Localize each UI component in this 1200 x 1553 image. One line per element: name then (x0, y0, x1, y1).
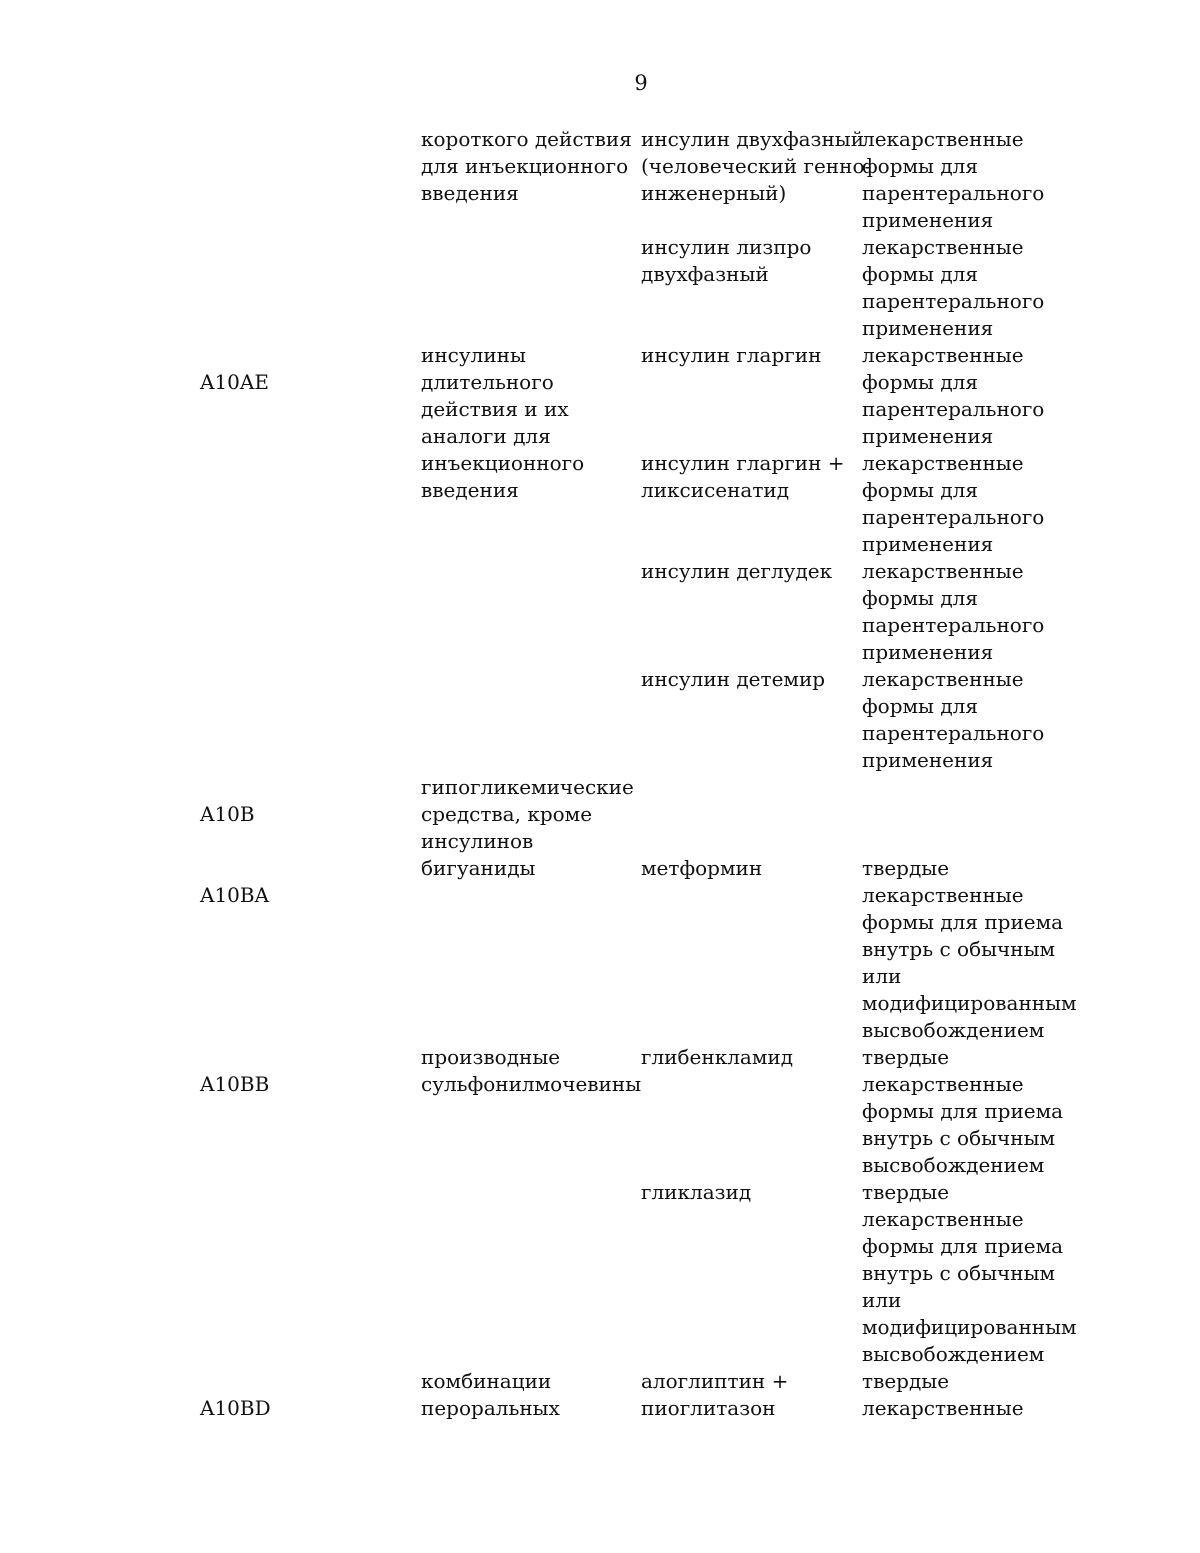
dosage-form: лекарственные формы для парентерального применения (862, 343, 1045, 448)
dosage-form: лекарственные формы для парентерального применения (862, 667, 1045, 772)
dosage-form: твердые лекарственные (862, 1369, 1024, 1420)
dosage-form: твердые лекарственные формы для приема внутрь с обычным или модифицированным высвобождением (862, 856, 1077, 1042)
drug-name: метформин (641, 856, 763, 880)
dosage-form: лекарственные формы для парентерального применения (862, 235, 1045, 340)
drug-name: инсулин гларгин (641, 343, 822, 367)
drug-name: инсулин деглудек (641, 559, 833, 583)
atc-code: A10AE (200, 370, 269, 394)
drug-name: инсулин лизпро двухфазный (641, 235, 812, 286)
drug-name: инсулин двухфазный (человеческий генно- инженерный) (641, 127, 872, 205)
anatomical-therapeutic-group: гипогликемические средства, кроме инсулинов (421, 775, 634, 853)
drug-name: алоглиптин + пиоглитазон (641, 1369, 789, 1420)
anatomical-therapeutic-group: короткого действия для инъекционного введения (421, 127, 632, 205)
anatomical-therapeutic-group: бигуаниды (421, 856, 536, 880)
drug-name: гликлазид (641, 1180, 752, 1204)
atc-code: A10BA (200, 883, 270, 907)
atc-code: A10BB (200, 1072, 270, 1096)
dosage-form: твердые лекарственные формы для приема внутрь с обычным высвобождением (862, 1045, 1064, 1177)
anatomical-therapeutic-group: комбинации пероральных (421, 1369, 560, 1420)
atc-code: A10B (200, 802, 255, 826)
dosage-form: лекарственные формы для парентерального применения (862, 127, 1045, 232)
dosage-form: лекарственные формы для парентерального применения (862, 451, 1045, 556)
anatomical-therapeutic-group: инсулины длительного действия и их аналоги для инъекционного введения (421, 343, 585, 502)
drug-name: инсулин детемир (641, 667, 826, 691)
atc-code: A10BD (200, 1396, 271, 1420)
anatomical-therapeutic-group: производные сульфонилмочевины (421, 1045, 642, 1096)
drug-name: глибенкламид (641, 1045, 794, 1069)
dosage-form: лекарственные формы для парентерального применения (862, 559, 1045, 664)
dosage-form: твердые лекарственные формы для приема внутрь с обычным или модифицированным высвобождением (862, 1180, 1077, 1366)
page-number: 9 (634, 71, 648, 95)
drug-name: инсулин гларгин + ликсисенатид (641, 451, 845, 502)
